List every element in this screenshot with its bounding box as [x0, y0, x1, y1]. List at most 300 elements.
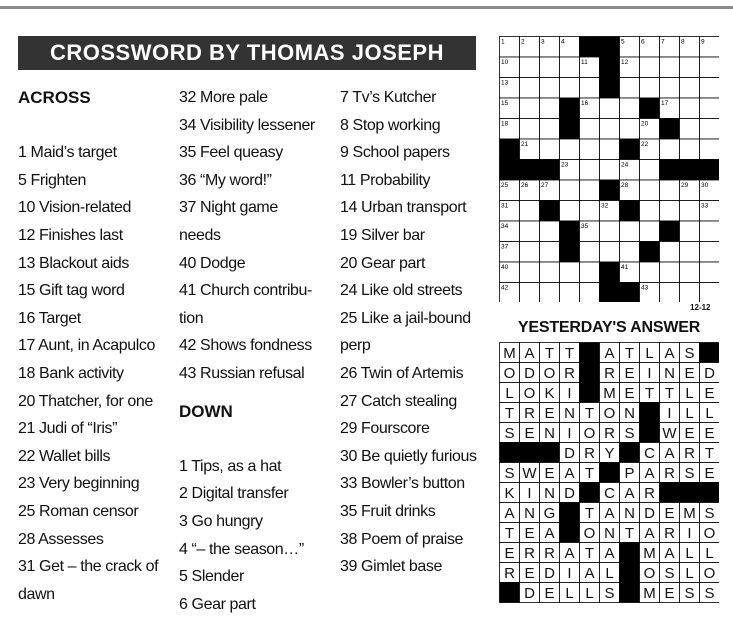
grid-square [520, 57, 540, 78]
grid-square [540, 139, 560, 160]
black-square [620, 583, 640, 603]
clue-line: 18 Bank activity [18, 364, 124, 382]
grid-square [680, 139, 700, 160]
grid-square [520, 201, 540, 222]
answer-letter: T [584, 465, 595, 482]
clue-line: 24 Like old streets [340, 282, 463, 300]
answer-letter: T [584, 545, 595, 562]
grid-square [600, 160, 620, 181]
answer-letter: O [503, 365, 516, 382]
grid-square [700, 262, 720, 283]
black-square [580, 383, 600, 403]
clue-line: 2 Digital transfer [179, 485, 289, 503]
black-square [600, 57, 620, 78]
grid-square [680, 119, 700, 140]
answer-letter: E [664, 585, 675, 602]
black-square [540, 443, 560, 463]
answer-letter: A [664, 545, 675, 562]
answer-letter: N [624, 405, 635, 422]
answer-letter: A [564, 545, 575, 562]
grid-square [600, 119, 620, 140]
black-square [620, 139, 640, 160]
black-square [600, 283, 620, 303]
black-square [620, 543, 640, 563]
grid-square [640, 221, 660, 242]
grid-square [700, 57, 720, 78]
answer-letter: I [527, 485, 532, 502]
clue-line: 43 Russian refusal [179, 364, 305, 382]
down-clue-list-continued [340, 84, 480, 581]
answer-letter: A [664, 345, 675, 362]
answer-letter: M [603, 385, 616, 402]
clue-number: 28 [621, 182, 629, 189]
clue-line: 4 “– the season…” [179, 540, 304, 558]
black-square [500, 160, 520, 181]
grid-square [680, 98, 700, 119]
clue-line: 40 Dodge [179, 254, 246, 272]
clue-number: 14 [601, 79, 609, 87]
answer-letter: T [644, 385, 655, 402]
grid-square [640, 78, 660, 99]
answer-letter: A [564, 465, 575, 482]
answer-letter: A [604, 505, 615, 522]
answer-letter: R [664, 465, 675, 482]
clue-line: 41 Church contribu- [179, 282, 312, 300]
answer-letter: S [684, 345, 695, 362]
answer-letter: R [664, 525, 675, 542]
grid-square [640, 160, 660, 181]
answer-letter: I [567, 565, 572, 582]
answer-letter: S [504, 425, 515, 442]
black-square [640, 403, 660, 423]
clue-line: perp [340, 337, 371, 355]
clue-number: 13 [501, 79, 509, 87]
answer-letter: A [524, 345, 535, 362]
grid-square [540, 221, 560, 242]
grid-square [560, 283, 580, 303]
answer-letter: R [604, 425, 615, 442]
answer-letter: K [544, 385, 555, 402]
grid-square [660, 139, 680, 160]
answer-letter: E [544, 585, 555, 602]
answer-letter: A [604, 345, 615, 362]
clue-line: 16 Target [18, 309, 81, 327]
grid-square [560, 180, 580, 201]
black-square [540, 160, 560, 181]
clue-line: 10 Vision-related [18, 199, 131, 217]
answer-letter: L [605, 565, 614, 582]
answer-letter: E [704, 385, 715, 402]
answer-letter: O [583, 425, 596, 442]
grid-square [620, 98, 640, 119]
clue-number: 25 [501, 182, 509, 189]
clue-line: 37 Night game [179, 199, 278, 217]
answer-letter: R [604, 365, 615, 382]
clue-line: 14 Urban transport [340, 199, 467, 217]
black-square [560, 98, 580, 119]
answer-letter: C [644, 445, 655, 462]
answer-letter: T [544, 345, 555, 362]
clue-column-2 [179, 84, 329, 618]
black-square [500, 139, 520, 160]
answer-letter: E [524, 565, 535, 582]
grid-square [600, 221, 620, 242]
answer-letter: E [704, 425, 715, 442]
clue-line: needs [179, 226, 221, 244]
answer-letter: T [664, 385, 675, 402]
black-square [580, 363, 600, 383]
grid-square [680, 283, 700, 303]
answer-letter: E [704, 465, 715, 482]
answer-letter: T [624, 345, 635, 362]
clue-column-3 [340, 84, 480, 581]
answer-letter: T [504, 525, 515, 542]
answer-letter: I [647, 365, 652, 382]
grid-square [540, 119, 560, 140]
clue-number: 21 [521, 141, 529, 148]
black-square [520, 160, 540, 181]
clue-number: 7 [661, 38, 665, 46]
answer-letter: S [604, 585, 615, 602]
answer-letter: T [564, 345, 575, 362]
clue-line: 28 Assesses [18, 530, 104, 548]
clue-number: 26 [521, 182, 529, 189]
grid-square [540, 283, 560, 303]
clue-line: tion [179, 309, 204, 327]
answer-letter: R [504, 565, 515, 582]
black-square [640, 98, 660, 119]
answer-letter: E [504, 545, 515, 562]
clue-number: 6 [641, 38, 645, 46]
clue-number: 24 [621, 161, 629, 169]
clue-line: 5 Slender [179, 568, 244, 586]
clue-line: 35 Feel queasy [179, 144, 283, 162]
answer-letter: A [604, 545, 615, 562]
answer-letter: C [604, 485, 615, 502]
clue-line: 13 Blackout aids [18, 254, 130, 272]
answer-letter: K [504, 485, 515, 502]
grid-square [580, 119, 600, 140]
black-square [660, 119, 680, 140]
answer-letter: R [524, 545, 535, 562]
clue-line: 22 Wallet bills [18, 447, 111, 465]
clue-number: 34 [501, 223, 509, 230]
answer-letter: N [664, 365, 675, 382]
answer-letter: S [624, 425, 635, 442]
clue-number: 35 [581, 223, 589, 230]
answer-letter: N [544, 485, 555, 502]
across-clue-list-continued [179, 84, 329, 388]
answer-letter: E [684, 425, 695, 442]
answer-letter: M [643, 585, 656, 602]
grid-square [680, 262, 700, 283]
black-square [560, 221, 580, 242]
grid-square [700, 139, 720, 160]
clue-line: 34 Visibility lessener [179, 116, 315, 134]
clue-number: 32 [601, 202, 609, 210]
black-square [560, 523, 580, 543]
answer-letter: S [684, 465, 695, 482]
answer-letter: W [662, 425, 677, 442]
page-title: CROSSWORD BY THOMAS JOSEPH [18, 36, 476, 70]
clue-line: 3 Go hungry [179, 512, 263, 530]
answer-letter: R [524, 405, 535, 422]
grid-square [540, 242, 560, 263]
clue-number: 37 [501, 243, 509, 251]
grid-square [680, 201, 700, 222]
clue-number: 18 [501, 120, 509, 128]
black-square [540, 201, 560, 222]
clue-line: 29 Fourscore [340, 420, 430, 438]
black-square [640, 423, 660, 443]
answer-letter: E [524, 525, 535, 542]
answer-letter: S [664, 565, 675, 582]
clue-number: 31 [501, 202, 509, 210]
grid-square [600, 98, 620, 119]
grid-square [700, 98, 720, 119]
grid-square [700, 78, 720, 99]
answer-letter: T [584, 505, 595, 522]
clue-line: 20 Gear part [340, 254, 426, 272]
grid-square [580, 180, 600, 201]
black-square [500, 583, 520, 603]
answer-letter: O [543, 365, 556, 382]
clue-line: 31 Get – the crack of [18, 558, 159, 576]
clue-line: 30 Be quietly furious [340, 447, 477, 465]
answer-letter: A [624, 485, 635, 502]
answer-letter: A [584, 565, 595, 582]
answer-letter: D [524, 585, 535, 602]
clue-line: 38 Poem of praise [340, 530, 464, 548]
clue-line: 27 Catch stealing [340, 392, 457, 410]
clue-line: 21 Judi of “Iris” [18, 420, 118, 438]
answer-letter: D [704, 365, 715, 382]
clue-line: 9 School papers [340, 144, 450, 162]
answer-letter: P [624, 465, 635, 482]
clue-number: 27 [541, 182, 549, 189]
across-heading: ACROSS [18, 88, 91, 107]
clue-number: 12 [621, 59, 629, 66]
answer-letter: I [567, 425, 572, 442]
grid-square [680, 57, 700, 78]
clue-number: 43 [641, 284, 649, 292]
black-square [580, 483, 600, 503]
answer-letter: L [685, 545, 694, 562]
answer-letter: S [704, 505, 715, 522]
clue-number: 42 [501, 284, 509, 292]
answer-letter: N [564, 405, 575, 422]
answer-letter: O [643, 565, 656, 582]
answer-letter: A [644, 525, 655, 542]
clue-number: 9 [701, 38, 705, 46]
grid-square [640, 262, 660, 283]
grid-square [560, 201, 580, 222]
grid-square [660, 180, 680, 201]
black-square [680, 483, 700, 503]
clue-line: 26 Twin of Artemis [340, 364, 464, 382]
clue-line: 17 Aunt, in Acapulco [18, 337, 156, 355]
clue-number: 4 [561, 38, 565, 46]
yesterday-answer-title: YESTERDAY'S ANSWER [517, 319, 701, 336]
answer-letter: L [685, 565, 694, 582]
black-square [600, 262, 620, 283]
grid-square [620, 78, 640, 99]
clue-line: 32 More pale [179, 89, 268, 106]
clue-number: 17 [661, 100, 669, 107]
answer-letter: L [685, 385, 694, 402]
grid-square [620, 242, 640, 263]
clue-number: 1 [501, 38, 505, 46]
answer-letter: N [604, 525, 615, 542]
answer-letter: G [543, 505, 556, 522]
clue-number: 38 [561, 243, 569, 251]
clue-line: 35 Fruit drinks [340, 502, 436, 520]
answer-letter: E [544, 405, 555, 422]
grid-square [680, 221, 700, 242]
clue-number: 11 [581, 59, 588, 66]
answer-letter: D [644, 505, 655, 522]
answer-letter: M [683, 505, 696, 522]
grid-square [560, 78, 580, 99]
black-square [580, 343, 600, 363]
grid-square [680, 78, 700, 99]
clue-line: 19 Silver bar [340, 226, 425, 244]
answer-letter: L [705, 545, 714, 562]
answer-letter: L [645, 345, 654, 362]
grid-square [540, 57, 560, 78]
grid-square [640, 201, 660, 222]
black-square [500, 443, 520, 463]
grid-square [700, 221, 720, 242]
grid-square [660, 262, 680, 283]
answer-letter: R [564, 365, 575, 382]
grid-square [620, 119, 640, 140]
answer-letter: L [685, 405, 694, 422]
answer-letter: R [684, 445, 695, 462]
grid-square [520, 221, 540, 242]
grid-square [520, 262, 540, 283]
answer-letter: M [643, 545, 656, 562]
answer-letter: R [584, 445, 595, 462]
answer-letter: E [544, 465, 555, 482]
clue-number: 23 [561, 161, 569, 169]
clue-number: 15 [501, 100, 509, 107]
answer-letter: N [524, 505, 535, 522]
answer-letter: E [624, 365, 635, 382]
clue-number: 36 [661, 223, 669, 230]
clue-line: dawn [18, 585, 55, 603]
grid-square [660, 57, 680, 78]
answer-letter: E [664, 505, 675, 522]
down-heading: DOWN [179, 401, 233, 421]
answer-letter: S [504, 465, 515, 482]
clue-line: 42 Shows fondness [179, 337, 312, 355]
clue-line: 20 Thatcher, for one [18, 392, 153, 410]
clue-number: 33 [701, 202, 709, 210]
clue-number: 20 [641, 120, 649, 128]
grid-square [700, 242, 720, 263]
grid-square [580, 242, 600, 263]
answer-letter: I [567, 385, 572, 402]
grid-square [700, 283, 720, 303]
answer-letter: E [624, 385, 635, 402]
answer-letter: L [705, 405, 714, 422]
answer-letter: A [664, 445, 675, 462]
top-rule [0, 6, 733, 9]
black-square [700, 483, 720, 503]
grid-square [540, 78, 560, 99]
answer-letter: O [703, 525, 716, 542]
clue-line: 11 Probability [340, 171, 431, 189]
grid-square [660, 78, 680, 99]
grid-square [540, 262, 560, 283]
clue-line: 36 “My word!” [179, 171, 272, 189]
clue-number: 29 [681, 182, 689, 189]
clue-number: 30 [701, 182, 709, 189]
grid-square [520, 98, 540, 119]
answer-letter: S [684, 585, 695, 602]
clue-number: 10 [501, 59, 509, 66]
grid-square [620, 221, 640, 242]
clue-line: 1 Tips, as a hat [179, 457, 282, 475]
answer-letter: D [524, 365, 535, 382]
clue-number: 19 [561, 120, 569, 128]
answer-letter: S [704, 585, 715, 602]
black-square [620, 563, 640, 583]
clue-line: 8 Stop working [340, 116, 441, 134]
answer-letter: R [544, 545, 555, 562]
black-square [600, 463, 620, 483]
black-square [560, 503, 580, 523]
clue-line: 6 Gear part [179, 595, 256, 613]
grid-square [520, 119, 540, 140]
clue-line: 39 Gimlet base [340, 558, 443, 576]
answer-letter: E [524, 425, 535, 442]
grid-square [600, 139, 620, 160]
grid-square [520, 78, 540, 99]
clue-number: 3 [541, 38, 545, 46]
answer-letter: E [684, 365, 695, 382]
answer-letter: A [544, 525, 555, 542]
answer-letter: O [583, 525, 596, 542]
clue-number: 2 [521, 38, 525, 46]
answer-letter: A [644, 465, 655, 482]
answer-letter: N [624, 505, 635, 522]
answer-letter: Y [604, 445, 615, 462]
clue-line: 12 Finishes last [18, 226, 123, 244]
grid-square [580, 160, 600, 181]
answer-letter: D [544, 565, 555, 582]
clue-number: 41 [621, 264, 629, 271]
black-square [520, 443, 540, 463]
yesterday-answer-grid [499, 342, 719, 604]
answer-letter: D [564, 485, 575, 502]
grid-square [600, 242, 620, 263]
clue-number: 39 [641, 243, 649, 251]
answer-letter: A [504, 505, 515, 522]
black-square [660, 483, 680, 503]
clue-number: 16 [581, 100, 589, 107]
answer-letter: I [667, 405, 672, 422]
down-clue-list [179, 453, 329, 618]
grid-square [580, 262, 600, 283]
grid-square [580, 78, 600, 99]
across-clue-list [18, 139, 168, 608]
grid-square [580, 201, 600, 222]
clue-number: 40 [501, 264, 509, 271]
grid-square [520, 283, 540, 303]
black-square [660, 160, 680, 181]
